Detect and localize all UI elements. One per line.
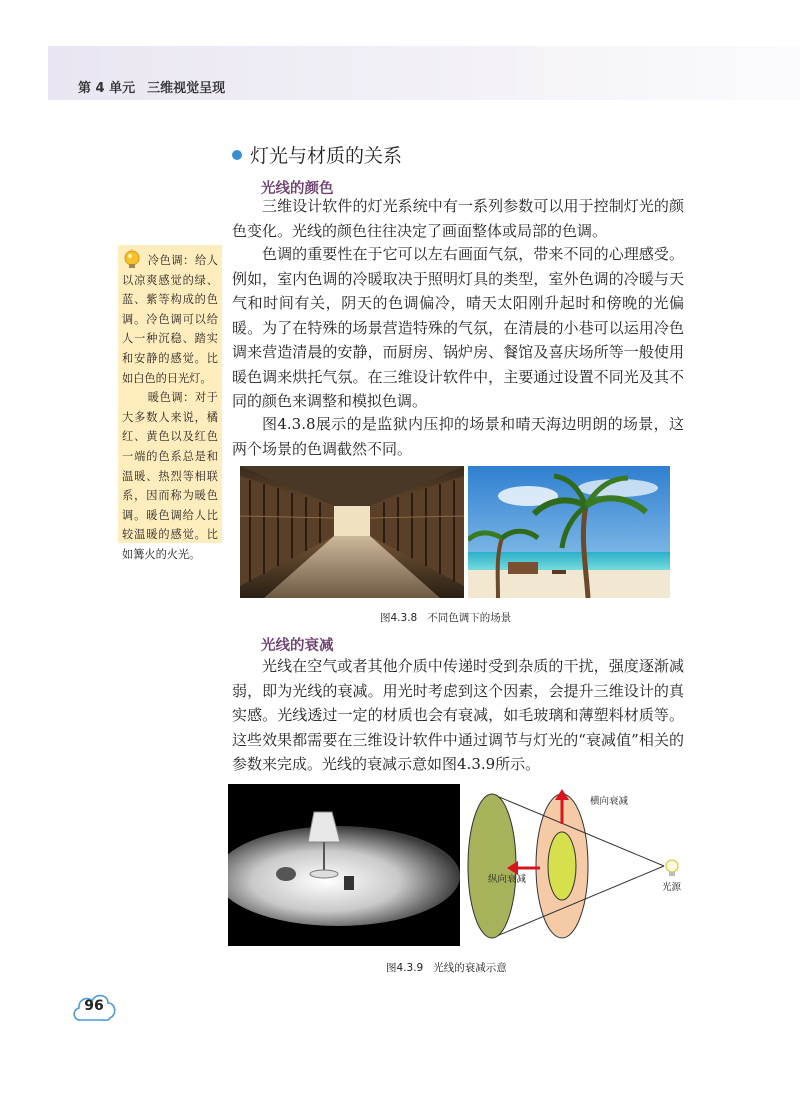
section-title: 灯光与材质的关系 (250, 145, 403, 167)
page-number-badge (70, 990, 118, 1024)
page-header (78, 77, 225, 96)
section-heading (232, 141, 402, 168)
figure-4-3-9-number: 图4.3.9 (386, 962, 424, 974)
unit-label: 第 4 单元 (78, 81, 136, 96)
figure-4-3-9-caption (386, 960, 507, 975)
longitudinal-ellipse (468, 794, 516, 938)
lateral-arrow-head-icon (555, 789, 569, 800)
subheading-light-color: 光线的颜色 (261, 181, 334, 197)
label-longitudinal: 纵向衰减 (488, 874, 527, 885)
light-source-bulb-icon (666, 860, 678, 876)
beach-palm-image (468, 466, 670, 598)
sidebar-note (118, 245, 222, 561)
label-lateral: 横向衰减 (590, 796, 629, 807)
paragraph-attenuation-1: 光线在空气或者其他介质中传递时受到杂质的干扰，强度逐渐减弱，即为光线的衰减。用光时考虑到这个因素，会提升三维设计的真实感。光线透过一定的材质也会有衰减，如毛玻璃和薄塑料材质等。这些效果都需要在三维设计软件中通过调节与灯光的“衰减值”相关的参数来完成。光线的衰减示意如图4.3.9所示。 (232, 657, 684, 773)
page-number: 96 (84, 998, 104, 1014)
sidebar-warm-tone: 暖色调：对于大多数人来说，橘红、黄色以及红色一端的色系总是和温暖、热烈等相联系，因而称为暖色调。暖色调给人比较温暖的感觉。比如篝火的火光。 (122, 391, 218, 561)
paragraph-color-1: 三维设计软件的灯光系统中有一系列参数可以用于控制灯光的颜色变化。光线的颜色往往决定了画面整体或局部的色调。 (232, 197, 684, 240)
sidebar-cold-tone: 冷色调：给人以凉爽感觉的绿、蓝、紫等构成的色调。冷色调可以给人一种沉稳、踏实和安静的感觉。比如白色的日光灯。 (122, 254, 218, 385)
inner-ellipse (548, 832, 576, 900)
label-source: 光源 (662, 882, 682, 893)
paragraph-color-3: 图4.3.8展示的是监狱内压抑的场景和晴天海边明朗的场景，这两个场景的色调截然不同。 (232, 415, 684, 458)
subheading-light-attenuation: 光线的衰减 (261, 638, 334, 654)
prison-corridor-image (240, 466, 464, 598)
figure-4-3-8-caption (380, 610, 511, 625)
attenuation-render-image (228, 784, 460, 946)
figure-4-3-8-number: 图4.3.8 (380, 612, 418, 624)
attenuation-diagram (462, 784, 694, 948)
bullet-dot-icon (232, 150, 242, 160)
paragraph-color-2: 色调的重要性在于它可以左右画面气氛，带来不同的心理感受。例如，室内色调的冷暖取决于照明灯具的类型，室外色调的冷暖与天气和时间有关，阴天的色调偏冷，晴天太阳刚升起时和傍晚的光偏暖。为了在特殊的场景营造特殊的气氛，在清晨的小巷可以运用冷色调来营造清晨的安静，而厨房、锅炉房、餐馆及喜庆场所等一般使用暖色调来烘托气氛。在三维设计软件中，主要通过设置不同光及其不同的颜色来调整和模拟色调。 (232, 245, 684, 410)
unit-title: 三维视觉呈现 (147, 81, 226, 96)
figure-4-3-9-title: 光线的衰减示意 (433, 962, 507, 974)
lightbulb-icon (122, 249, 142, 271)
figure-4-3-8-title: 不同色调下的场景 (427, 612, 512, 624)
